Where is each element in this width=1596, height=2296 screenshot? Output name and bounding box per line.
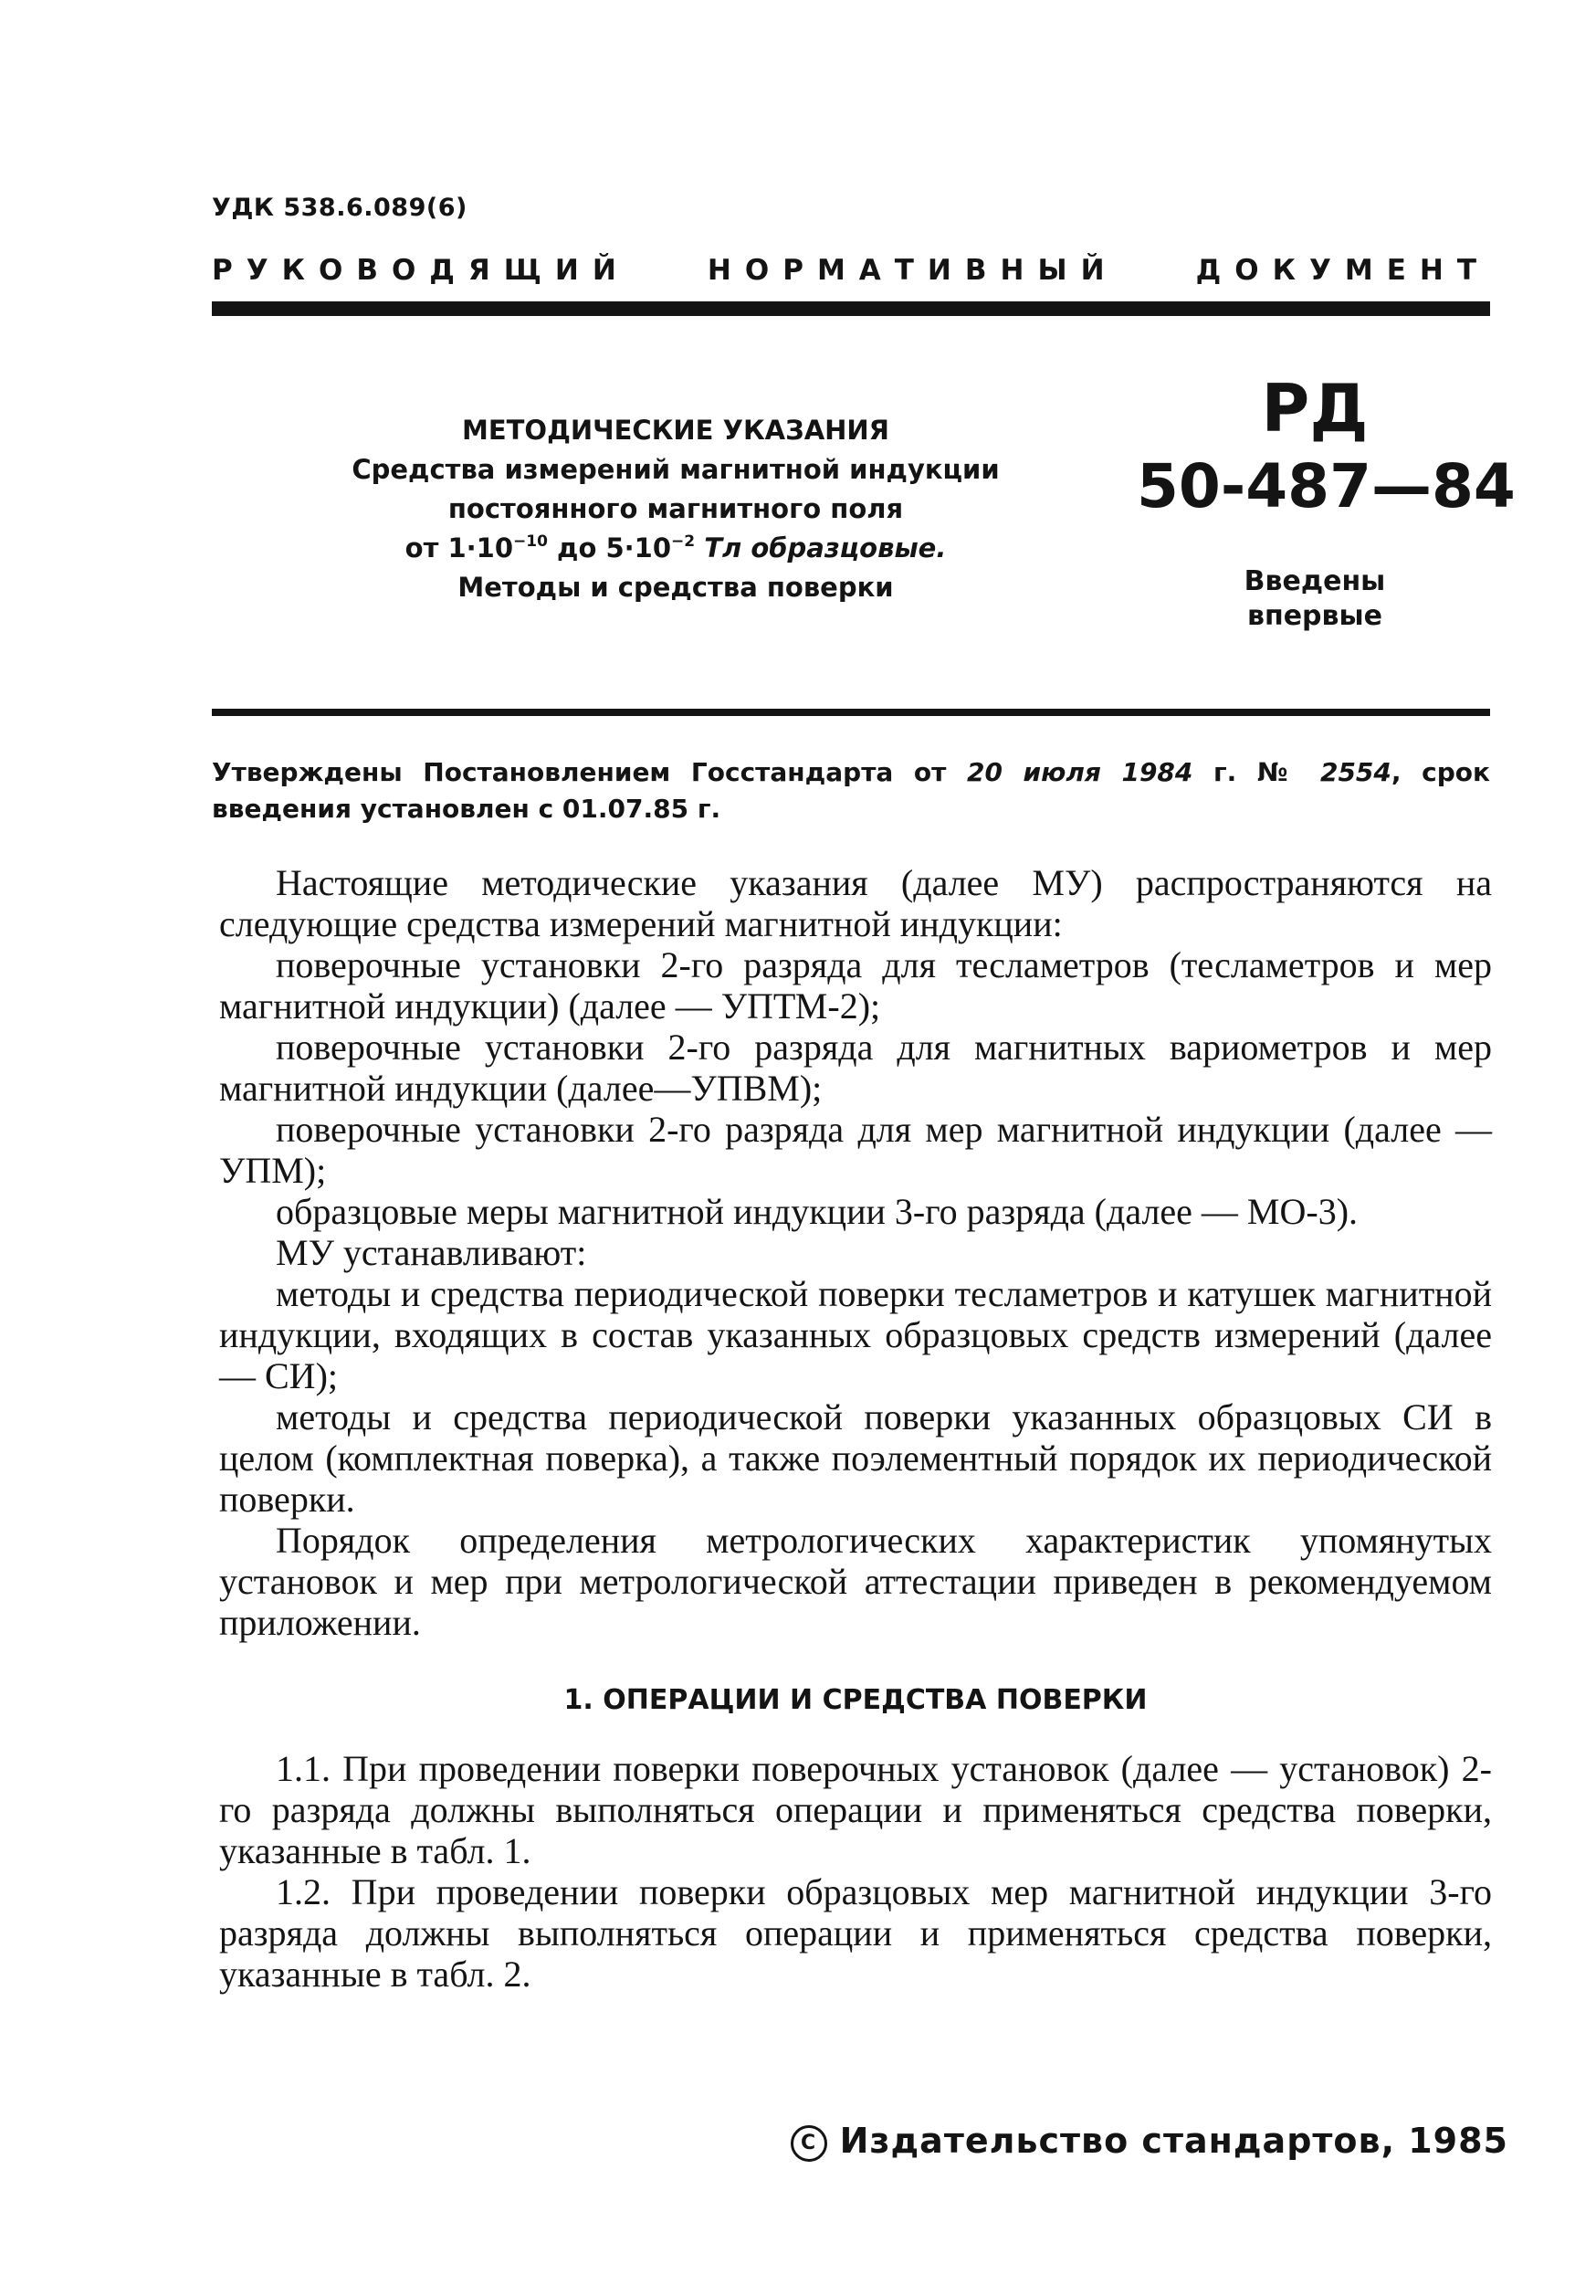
body-paragraph: поверочные установки 2-го разряда для тесламетров (тесламетров и мер магнитной индукции) (далее — УПТМ-2); — [219, 944, 1492, 1027]
title-line-2: постоянного магнитного поля — [447, 493, 904, 524]
body-paragraph: методы и средства периодической поверки указанных образцовых СИ в целом (комплектная поверка), а также поэлементный порядок их периодической поверки. — [219, 1396, 1492, 1520]
designation-block — [1137, 369, 1516, 634]
document-series-heading — [212, 254, 1490, 290]
designation-label: РД — [1261, 370, 1369, 447]
body-paragraph: образцовые меры магнитной индукции 3-го разряда (далее — МО-3). — [276, 1191, 1359, 1232]
copyright-line — [791, 2121, 1508, 2162]
top-divider — [212, 301, 1490, 316]
section-paragraph: 1.2. При проведении поверки образцовых мер магнитной индукции 3-го разряда должны выполняться операции и применяться средства поверки, указанные в табл. 2. — [219, 1871, 1492, 1995]
copyright-text: Издательство стандартов, 1985 — [839, 2121, 1508, 2161]
introduction-note: Введены впервые — [1244, 565, 1386, 632]
series-word-3: ДОКУМЕНТ — [1195, 254, 1490, 287]
document-title — [320, 411, 1032, 607]
designation-number: 50-487—84 — [1137, 451, 1516, 521]
body-paragraph: МУ устанавливают: — [276, 1232, 587, 1273]
body-paragraph: поверочные установки 2-го разряда для мер магнитной индукции (далее — УПМ); — [219, 1109, 1492, 1191]
title-line-4: Методы и средства поверки — [457, 572, 894, 603]
body-paragraph: Порядок определения метрологических характеристик упомянутых установок и мер при метрологической аттестации приведен в рекомендуемом приложении. — [219, 1520, 1492, 1643]
title-line-1: Средства измерений магнитной индукции — [352, 454, 1000, 485]
udk-code: УДК 538.6.089(6) — [212, 194, 467, 222]
title-line-3: от $1\cdot 10^{-10}$ до $5\cdot 10^{-2}$ Тл образцовые. — [404, 532, 947, 563]
section-paragraph: 1.1. При проведении поверки поверочных установок (далее — установок) 2-го разряда должны выполняться операции и применяться средства поверки, указанные в табл. 1. — [219, 1748, 1492, 1871]
approval-statement: Утверждены Постановлением Госстандарта от 20 июля 1984 г. № 2554, срок введения установлен с 01.07.85 г. — [212, 757, 1491, 824]
body-paragraph: поверочные установки 2-го разряда для магнитных вариометров и мер магнитной индукции (далее—УПВМ); — [219, 1027, 1492, 1109]
section-1-heading: 1. ОПЕРАЦИИ И СРЕДСТВА ПОВЕРКИ — [563, 1684, 1148, 1716]
series-word-2: НОРМАТИВНЫЙ — [707, 254, 1118, 287]
middle-divider — [212, 709, 1490, 716]
document-body — [219, 862, 1492, 1995]
copyright-icon: C — [791, 2125, 827, 2162]
title-kind: МЕТОДИЧЕСКИЕ УКАЗАНИЯ — [461, 415, 890, 446]
body-paragraph: Настоящие методические указания (далее МУ) распространяются на следующие средства измерений магнитной индукции: — [219, 862, 1492, 944]
body-paragraph: методы и средства периодической поверки тесламетров и катушек магнитной индукции, входящих в состав указанных образцовых средств измерений (далее — СИ); — [219, 1273, 1492, 1396]
series-word-1: РУКОВОДЯЩИЙ — [212, 254, 630, 287]
